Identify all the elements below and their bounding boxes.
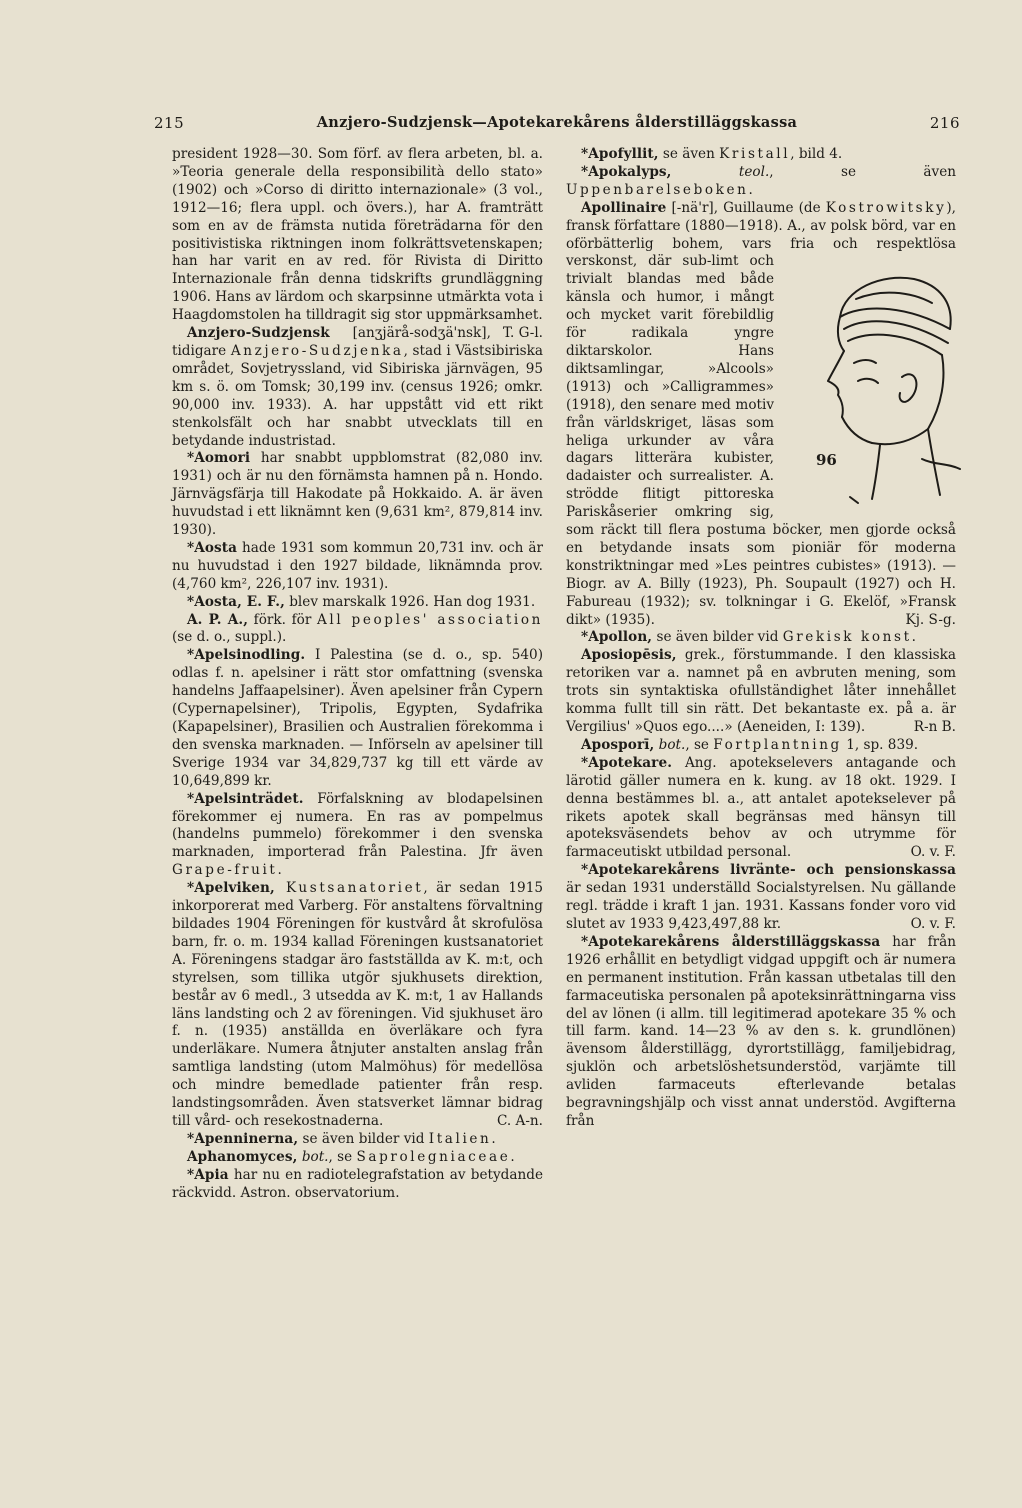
entry-apelviken: *Apelviken, Kustsanatoriet, är sedan 1915 inkorporerat med Varberg. För anstaltens förvaltning bildades 1904 Föreningen för kustvård åt skrofulösa barn, fr. o. m. 1934 kallad Föreningen kustsanatoriet A. Föreningens stadgar äro fastställda av K. m:t, och styrelsen, som tillika utgör sjukhusets direktion, består av 6 medl., 3 utsedda av K. m:t, 1 av Hallands läns landsting och 2 av föreningen. Vid sjukhuset äro f. n. (1935) anställda en överläkare och fyra underläkare. Numera åtnjuter anstalten anslag från samtliga landsting (utom Malmöhus) för medellösa och mindre bemedlade patienter från resp. landstingsområden. Även statsverket lämnar bidrag till vård- och resekostnaderna. C. A-n. (172, 880, 543, 1129)
entry-heading: *Apokalyps, (581, 163, 672, 180)
entry-heading: *Apollon, (581, 629, 653, 646)
entry-heading: *Apia (187, 1166, 229, 1183)
entry-apollinaire: Apollinaire [-nä'r], Guillaume (de Kostrowitsky), fransk författare (1880—1918). A., av polsk börd, var en oförbätterlig bohem, vars fria och respektlösa verskonst, där sub- 96 limt och trivialt blandas med både känsla och humor, i mångt och mycket varit förebildlig för radikala yngre diktarskolor. Hans diktsamlingar, »Alcools» (1913) och »Calligrammes» (1918), den senare med motiv från världskriget, läsas som heliga urkunder av våra dagars litterära kubister, dadaister och surrealister. A. strödde flitigt pittoreska Pariskåserier omkring sig, som räckt till flera postuma böcker, men gjorde också en betydande insats som pioniär för moderna konstriktningar med »Les peintres cubistes» (1913). — Biogr. av A. Billy (1923), Ph. Soupault (1927) och H. Fabureau (1932); sv. tolkningar i G. Ekelöf, »Fransk dikt» (1935). Kj. S-g. (566, 200, 956, 630)
left-column (172, 146, 543, 1202)
entry-heading: Aphanomyces, (187, 1148, 298, 1165)
entry-apa: A. P. A., förk. för All peoples' association (se d. o., suppl.). (172, 611, 543, 646)
entry-heading: *Apotekare. (581, 754, 673, 771)
entry-apenninerna: *Apenninerna, se även bilder vid Italien. (187, 1130, 496, 1147)
entry-heading: A. P. A., (187, 611, 249, 628)
page-number-right: 216 (929, 114, 960, 132)
entry-aposiopesis: Aposiopēsis, grek., förstummande. I den klassiska retoriken var a. namnet på en avbruten mening, som trots sin syntaktiska ofullständighet låter innehållet komma fullt till sin rätt. Det bekantaste ex. på a. är Vergilius' »Quos ego....» (Aeneiden, I: 139). R-n B. (566, 647, 956, 735)
entry-heading: Aposiopēsis, (581, 647, 677, 664)
entry-apofyllit: *Apofyllit, se även Kristall, bild 4. (581, 146, 843, 162)
entry-aphanomyces: Aphanomyces, bot., se Saprolegniaceae. (187, 1148, 515, 1165)
signature: R-n B. (913, 719, 956, 735)
page-number-left: 215 (154, 114, 185, 132)
signature: O. v. F. (910, 844, 956, 861)
entry-apelsinodling: *Apelsinodling. I Palestina (se d. o., sp. 540) odlas f. n. apelsiner i rätt stor omfattning (svenska handelns Jaffaapelsiner). Även apelsiner från Cypern (Cypernapelsiner), Tripolis, Egypten, Sydafrika (Kapapelsiner), Brasilien och Australien förekomma i den svenska marknaden. — Införseln av apelsiner till Sverige 1934 var 34,829,737 kg till ett värde av 10,649,899 kr. (172, 647, 543, 789)
entry-heading: *Apenninerna, (187, 1130, 299, 1147)
entry-aomori: *Aomori har snabbt uppblomstrat (82,080 inv. 1931) och är nu den förnämsta hamnen på n. Hondo. Järnvägsfärja till Hakodate på Hokkaido. A. är även huvudstad i ett liknämnt ken (9,631 km², 879,814 inv. 1930). (172, 450, 543, 539)
apollinaire-text-start: ), fransk författare (1880—1918). A., av polsk börd, var en oförbätterlig bohem, vars fria och respektlösa verskonst, där sub- (566, 199, 956, 270)
entry-anzjero-sudzjensk: Anzjero-Sudzjensk [anʒjärå-sodʒä'nsk], tidigare Anzjero-Sudzjenka, stad i Västsibiriska området, Sovjetryssland, vid Sibiriska järnvägen, 95 km s. ö. om Tomsk; 30,199 inv. (census 1926; omkr. 90,000 inv. 1933). A. har uppstått vid ett rikt stenkolsfält och har snabbt utvecklats till en betydande industristad. (172, 325, 543, 449)
entry-apia: *Apia har nu en radiotelegrafstation av betydande räckvidd. Astron. observatorium. (172, 1166, 543, 1201)
entry-heading: *Apelviken, (187, 880, 275, 897)
entry-aosta: *Aosta hade 1931 som kommun 20,731 inv. och är nu huvudstad i den 1927 bildade, liknämnda prov. (4,760 km², 226,107 inv. 1931). (172, 539, 543, 592)
entry-heading: Anzjero-Sudzjensk (187, 325, 330, 342)
signature: O. v. F. (910, 915, 956, 932)
apollinaire-text-rest: limt och trivialt blandas med både känsla och humor, i mångt och mycket varit förebildlig för radikala yngre diktarskolor. Hans diktsamlingar, »Alcools» (1913) och »Calligrammes» (1918), den senare med motiv från världskriget, läsas som heliga urkunder av våra dagars litterära kubister, dadaister och surrealister. A. strödde flitigt pittoreska Pariskåserier omkring sig, som räckt till flera postuma böcker, men gjorde också en betydande insats som pioniär för moderna konstriktningar med »Les peintres cubistes» (1913). — Biogr. av A. Billy (1923), Ph. Soupault (1927) och H. Fabureau (1932); sv. tolkningar i G. Ekelöf, »Fransk dikt» (1935). (566, 253, 956, 628)
entry-heading: *Aomori (187, 450, 251, 467)
entry-heading: *Apelsinodling. (187, 647, 306, 664)
entry-heading: *Aosta (187, 539, 238, 556)
entry-heading: Apollinaire (581, 199, 667, 216)
portrait-sketch-image (782, 259, 962, 505)
entry-apotekare: *Apotekare. Ang. apotekselevers antagande och lärotid gäller numera en k. kung. av 18 okt. 1929. I denna bestämmes bl. a., att antalet apotekselever på rikets apotek skall begränsas med hänsyn till apoteksväsendets behov av och utrymme för farmaceutiskt utbildad personal. O. v. F. (566, 754, 956, 861)
entry-heading: *Apelsinträdet. (187, 790, 304, 807)
entry-alderstillaggskassa: *Apotekarekårens ålderstilläggskassa har från 1926 erhållit en betydligt vidgad uppgift och är numera en permanent institution. Från kassan utbetalas till den farmaceutiska personalen på apoteksinrättningarna viss del av lönen (i allm. till legitimerad apotekare 35 % och till farm. kand. 14—23 % av den s. k. grundlönen) ävensom ålderstillägg, dyrortstillägg, familjebidrag, sjuklön och arbetslöshetsunderstöd, varjämte till avliden farmaceuts efterlevande betalas begravningshjälp och visst annat understöd. Avgifterna från (566, 933, 957, 1129)
entry-heading: Aposporī, (581, 736, 655, 753)
running-title: Anzjero-Sudzjensk—Apotekarekårens ålderstilläggskassa (316, 114, 798, 131)
apollinaire-portrait (782, 259, 962, 505)
entry-aosta-ef: *Aosta, E. F., blev marskalk 1926. Han dog 1931. (187, 593, 536, 610)
signature: C. A-n. (496, 1112, 543, 1129)
entry-heading: *Apotekarekårens livränte- och pensionskassa (581, 862, 956, 879)
entry-heading: *Apotekarekårens ålderstilläggskassa (581, 933, 881, 950)
right-column (566, 146, 956, 1131)
entry-livrante-pensionskassa: *Apotekarekårens livränte- och pensionskassa är sedan 1931 underställd Socialstyrelsen. Nu gällande regl. trädde i kraft 1 jan. 1931. Kassans fonder voro vid slutet av 1933 9,423,497,88 kr. O. v. F. (566, 862, 956, 932)
entry-apokalyps: *Apokalyps, teol., se även Uppenbarelseboken. (566, 163, 956, 198)
page-header (154, 114, 960, 136)
entry-heading: *Apofyllit, (581, 146, 659, 162)
entry-apollon: *Apollon, se även bilder vid Grekisk konst. (581, 629, 916, 646)
entry-apospori: Aposporī, bot., se Fortplantning 1, sp. 839. (581, 736, 919, 753)
entry-apelsintradet: *Apelsinträdet. Förfalskning av blodapelsinen förekommer ej numera. En ras av pompelmus (handelns pummelo) förekommer i den svenska marknaden, importerad från Palestina. Jfr även Grape-fruit. (172, 790, 543, 879)
entry-heading: *Aosta, E. F., (187, 593, 285, 610)
portrait-number: 96 (816, 451, 837, 470)
signature: T. G-l. (502, 325, 543, 342)
entry-anzilotti-continued: president 1928—30. Som förf. av flera arbeten, bl. a. »Teoria generale della responsibilità dello stato» (1902) och »Corso di diritto internazionale» (3 vol., 1912—16; flera uppl. och övers.), har A. framträtt som en av de främsta nutida företrädarna för den positivistiska riktningen inom folkrättsvetenskapen; han har varit en av red. för Rivista di Diritto Internazionale från denna tidskrifts grundläggning 1906. Hans av lärdom och skarpsinne utmärkta vota i Haagdomstolen ha tilldragit sig stor uppmärksamhet. T. G-l. (172, 146, 543, 342)
signature: Kj. S-g. (905, 611, 956, 628)
